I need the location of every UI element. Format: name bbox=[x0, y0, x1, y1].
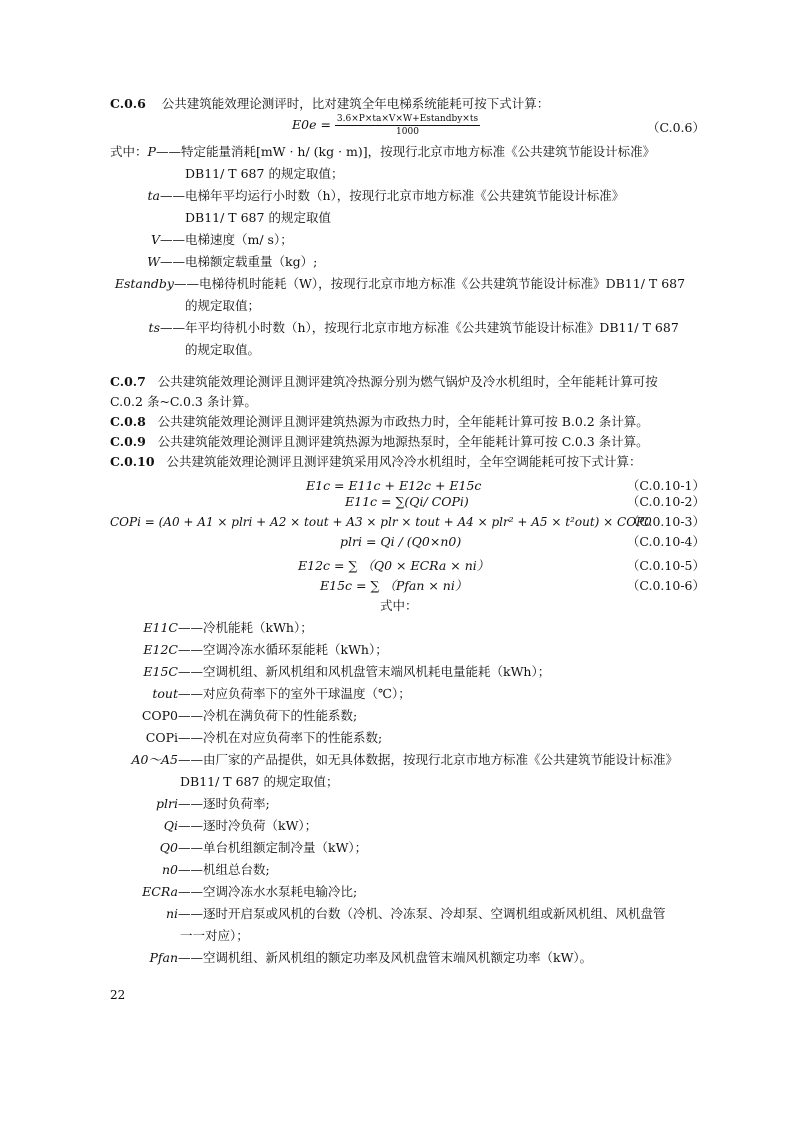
formula-c06 bbox=[292, 114, 480, 137]
clause-id: C.0.9 bbox=[110, 434, 146, 449]
var-symbol: COPi bbox=[145, 730, 178, 745]
var-row bbox=[110, 906, 666, 922]
clause-id: C.0.10 bbox=[110, 454, 155, 469]
var-row bbox=[110, 642, 388, 658]
var-row bbox=[110, 254, 317, 270]
var-desc: ——冷机在对应负荷率下的性能系数; bbox=[178, 730, 383, 745]
var-row bbox=[110, 664, 550, 680]
var-desc: ——逐时冷负荷（kW）； bbox=[178, 818, 318, 833]
var-desc-cont: 的规定取值。 bbox=[185, 342, 261, 357]
var-desc: ——逐时开启泵或风机的台数（冷机、冷冻泵、冷却泵、空调机组或新风机组、风机盘管 bbox=[178, 906, 666, 921]
equation-number: （C.0.10-3） bbox=[626, 514, 705, 529]
var-desc: ——电梯年平均运行小时数（h），按现行北京市地方标准《公共建筑节能设计标准》 bbox=[160, 188, 625, 203]
clause-c09 bbox=[110, 434, 649, 450]
var-row bbox=[110, 950, 592, 966]
var-symbol: A0～A5 bbox=[131, 752, 178, 767]
var-row bbox=[110, 796, 270, 812]
var-row bbox=[110, 708, 357, 724]
var-row bbox=[110, 730, 382, 746]
clause-text: 公共建筑能效理论测评时，比对建筑全年电梯系统能耗可按下式计算： bbox=[161, 96, 550, 111]
var-row bbox=[110, 840, 367, 856]
clause-text-cont: C.0.2 条~C.0.3 条计算。 bbox=[110, 394, 257, 409]
equation: E11c = ∑(Qi/ COPi) bbox=[345, 494, 469, 509]
equation: E1c = E11c + E12c + E15c bbox=[306, 478, 482, 493]
equation: E12c = ∑ （Q0 × ECRa × ni） bbox=[298, 558, 490, 573]
var-desc: ——电梯待机时能耗（W），按现行北京市地方标准《公共建筑节能设计标准》DB11/ T 687 bbox=[174, 276, 686, 291]
var-desc: ——年平均待机小时数（h），按现行北京市地方标准《公共建筑节能设计标准》DB11/ T 687 bbox=[160, 320, 679, 335]
where-label: 式中： bbox=[380, 598, 418, 613]
equation-number: （C.0.10-6） bbox=[626, 578, 705, 593]
var-desc: ——由厂家的产品提供，如无具体数据，按现行北京市地方标准《公共建筑节能设计标准》 bbox=[178, 752, 679, 767]
clause-c06 bbox=[110, 96, 549, 112]
var-desc: ——空调冷冻水循环泵能耗（kWh）； bbox=[178, 642, 388, 657]
formula-fraction bbox=[335, 114, 480, 137]
clause-c08 bbox=[110, 414, 649, 430]
equation-number: （C.0.10-1） bbox=[626, 478, 705, 493]
var-desc: ——电梯速度（m/ s）； bbox=[160, 232, 293, 247]
var-desc: ——单台机组额定制冷量（kW）； bbox=[178, 840, 368, 855]
var-row bbox=[110, 752, 678, 768]
var-symbol: E15C bbox=[143, 664, 178, 679]
var-desc: ——特定能量消耗[mW · h/ (kg · m)]，按现行北京市地方标准《公共建筑节能设计标准》 bbox=[155, 144, 656, 159]
var-row bbox=[110, 818, 317, 834]
var-symbol: ni bbox=[165, 906, 178, 921]
var-desc: ——空调机组、新风机组的额定功率及风机盘管末端风机额定功率（kW）。 bbox=[178, 950, 593, 965]
var-desc-cont: DB11/ T 687 的规定取值； bbox=[180, 774, 339, 789]
var-row bbox=[110, 686, 411, 702]
clause-text: 公共建筑能效理论测评且测评建筑冷热源分别为燃气锅炉及冷水机组时，全年能耗计算可按 bbox=[157, 374, 658, 389]
var-symbol: E12C bbox=[143, 642, 178, 657]
var-symbol: Estandby bbox=[114, 276, 174, 291]
var-desc: ——逐时负荷率; bbox=[178, 796, 270, 811]
var-row bbox=[110, 232, 293, 248]
clause-text: 公共建筑能效理论测评且测评建筑热源为地源热泵时，全年能耗计算可按 C.0.3 条计算。 bbox=[157, 434, 649, 449]
var-row bbox=[110, 276, 685, 292]
var-symbol: ta bbox=[147, 188, 160, 203]
var-symbol: ts bbox=[148, 320, 160, 335]
var-symbol: Qi bbox=[163, 818, 178, 833]
var-desc: ——冷机能耗（kWh）； bbox=[178, 620, 313, 635]
var-symbol: n0 bbox=[161, 862, 178, 877]
clause-text: 公共建筑能效理论测评且测评建筑采用风冷冷水机组时，全年空调能耗可按下式计算： bbox=[166, 454, 642, 469]
var-symbol: COP0 bbox=[141, 708, 178, 723]
equation-number: （C.0.10-5） bbox=[626, 558, 705, 573]
var-desc-cont: 的规定取值； bbox=[185, 298, 261, 313]
equation-number: （C.0.10-4） bbox=[626, 534, 705, 549]
page-number: 22 bbox=[110, 988, 126, 1002]
clause-c010 bbox=[110, 454, 641, 470]
var-desc: ——电梯额定载重量（kg）; bbox=[160, 254, 318, 269]
var-symbol: ECRa bbox=[142, 884, 178, 899]
var-symbol: W bbox=[147, 254, 160, 269]
equation: plri = Qi / (Q0×n0) bbox=[340, 534, 462, 549]
clause-id: C.0.7 bbox=[110, 374, 146, 389]
formula-numerator: 3.6×P×ta×V×W+Estandby×ts bbox=[336, 114, 479, 124]
var-desc: ——冷机在满负荷下的性能系数; bbox=[178, 708, 358, 723]
var-row bbox=[110, 620, 313, 636]
var-symbol: Q0 bbox=[159, 840, 178, 855]
var-desc-cont: DB11/ T 687 的规定取值； bbox=[185, 166, 344, 181]
var-symbol: plri bbox=[156, 796, 178, 811]
equation: E15c = ∑ （Pfan × ni） bbox=[320, 578, 468, 593]
var-desc: ——机组总台数; bbox=[178, 862, 270, 877]
equation: COPi = (A0 + A1 × plri + A2 × tout + A3 × plr × tout + A4 × plr² + A5 × t²out) × COP0 bbox=[110, 515, 652, 529]
equation-number: （C.0.6） bbox=[647, 120, 705, 135]
clause-c07 bbox=[110, 374, 658, 390]
var-desc: ——空调机组、新风机组和风机盘管末端风机耗电量能耗（kWh）； bbox=[178, 664, 551, 679]
clause-text: 公共建筑能效理论测评且测评建筑热源为市政热力时，全年能耗计算可按 B.0.2 条计算。 bbox=[157, 414, 649, 429]
var-symbol: V bbox=[150, 232, 160, 247]
formula-denominator: 1000 bbox=[396, 127, 419, 137]
clause-id: C.0.6 bbox=[110, 96, 146, 111]
var-symbol: tout bbox=[152, 686, 178, 701]
var-desc: ——空调冷冻水水泵耗电输冷比; bbox=[178, 884, 358, 899]
var-desc: ——对应负荷率下的室外干球温度（℃）； bbox=[178, 686, 411, 701]
var-symbol: E11C bbox=[143, 620, 178, 635]
var-row bbox=[110, 884, 357, 900]
var-row bbox=[110, 862, 270, 878]
var-row bbox=[110, 320, 679, 336]
var-symbol: Pfan bbox=[149, 950, 178, 965]
formula-lhs: E0e = bbox=[292, 117, 331, 132]
var-row bbox=[110, 188, 624, 204]
var-desc-cont: DB11/ T 687 的规定取值 bbox=[185, 210, 331, 225]
var-symbol: P bbox=[147, 144, 156, 159]
var-desc-cont: 一一对应）； bbox=[180, 928, 249, 943]
clause-id: C.0.8 bbox=[110, 414, 146, 429]
equation-number: （C.0.10-2） bbox=[626, 494, 705, 509]
where-label: 式中：P——特定能量消耗[mW · h/ (kg · m)]，按现行北京市地方标准《公共建筑节能设计标准》 bbox=[110, 144, 656, 159]
